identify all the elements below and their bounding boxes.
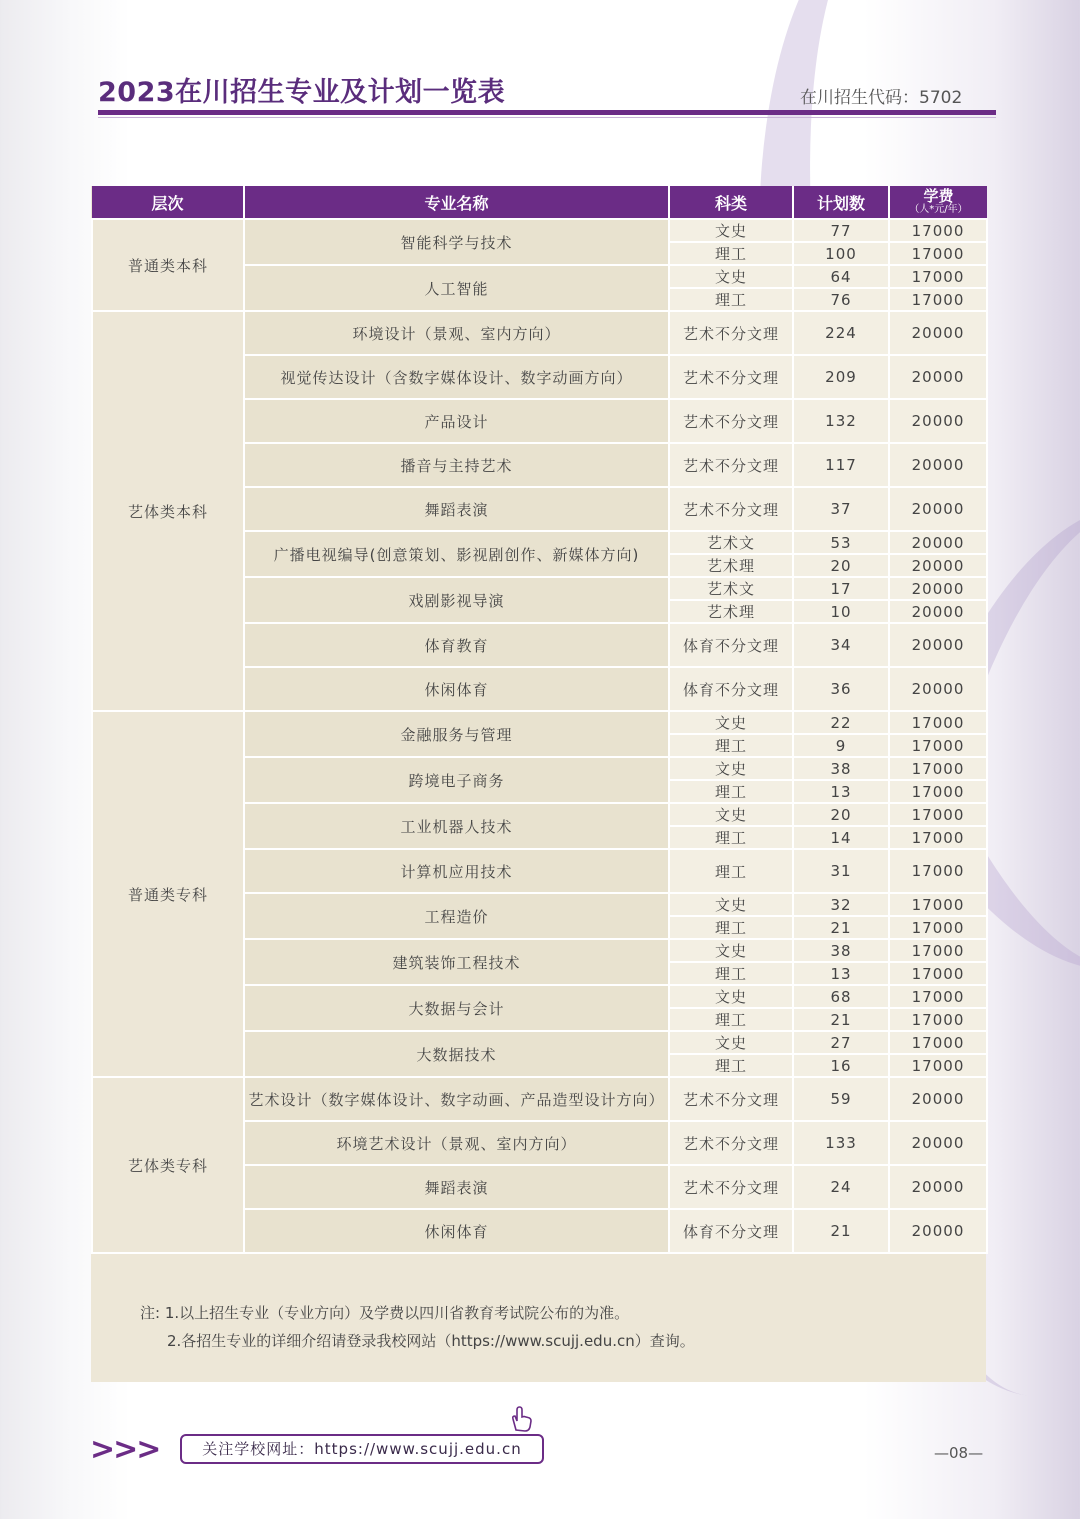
plan-count-cell: 68 xyxy=(793,985,889,1008)
column-header-major: 专业名称 xyxy=(244,186,669,219)
category-cell: 理工 xyxy=(669,916,793,939)
category-cell: 艺术不分文理 xyxy=(669,311,793,355)
major-name-cell: 环境设计（景观、室内方向） xyxy=(244,311,669,355)
category-cell: 理工 xyxy=(669,734,793,757)
category-cell: 文史 xyxy=(669,757,793,780)
plan-count-cell: 20 xyxy=(793,803,889,826)
major-name-cell: 建筑装饰工程技术 xyxy=(244,939,669,985)
notes xyxy=(140,1299,695,1355)
category-cell: 体育不分文理 xyxy=(669,667,793,711)
fee-cell: 17000 xyxy=(889,849,987,893)
fee-cell: 20000 xyxy=(889,531,987,554)
category-cell: 艺术文 xyxy=(669,531,793,554)
category-cell: 理工 xyxy=(669,1054,793,1077)
pointing-hand-icon xyxy=(507,1404,537,1434)
category-cell: 艺术文 xyxy=(669,577,793,600)
plan-count-cell: 13 xyxy=(793,780,889,803)
fee-cell: 17000 xyxy=(889,242,987,265)
major-name-cell: 跨境电子商务 xyxy=(244,757,669,803)
fee-cell: 20000 xyxy=(889,1165,987,1209)
fee-cell: 20000 xyxy=(889,600,987,623)
plan-count-cell: 10 xyxy=(793,600,889,623)
plan-count-cell: 27 xyxy=(793,1031,889,1054)
major-name-cell: 计算机应用技术 xyxy=(244,849,669,893)
plan-count-cell: 20 xyxy=(793,554,889,577)
fee-cell: 20000 xyxy=(889,311,987,355)
category-cell: 理工 xyxy=(669,242,793,265)
fee-cell: 20000 xyxy=(889,443,987,487)
fee-header-unit: （人*元/年） xyxy=(909,203,968,215)
level-cell: 普通类专科 xyxy=(92,711,244,1077)
plan-count-cell: 100 xyxy=(793,242,889,265)
plan-count-cell: 224 xyxy=(793,311,889,355)
fee-cell: 17000 xyxy=(889,757,987,780)
category-cell: 艺术理 xyxy=(669,600,793,623)
enrollment-plan-table xyxy=(91,186,988,1254)
fee-cell: 17000 xyxy=(889,780,987,803)
major-name-cell: 大数据与会计 xyxy=(244,985,669,1031)
category-cell: 文史 xyxy=(669,939,793,962)
category-cell: 艺术理 xyxy=(669,554,793,577)
plan-count-cell: 14 xyxy=(793,826,889,849)
major-name-cell: 体育教育 xyxy=(244,623,669,667)
category-cell: 文史 xyxy=(669,893,793,916)
table-body xyxy=(92,219,987,1253)
category-cell: 艺术不分文理 xyxy=(669,1121,793,1165)
fee-cell: 20000 xyxy=(889,554,987,577)
fee-cell: 20000 xyxy=(889,1209,987,1253)
fee-cell: 20000 xyxy=(889,577,987,600)
fee-cell: 20000 xyxy=(889,399,987,443)
major-name-cell: 产品设计 xyxy=(244,399,669,443)
level-cell: 艺体类本科 xyxy=(92,311,244,711)
major-name-cell: 播音与主持艺术 xyxy=(244,443,669,487)
plan-count-cell: 24 xyxy=(793,1165,889,1209)
note-1: 注: 1.以上招生专业（专业方向）及学费以四川省教育考试院公布的为准。 xyxy=(140,1304,630,1322)
category-cell: 理工 xyxy=(669,849,793,893)
major-name-cell: 工业机器人技术 xyxy=(244,803,669,849)
fee-header-label: 学费 xyxy=(923,186,954,205)
major-name-cell: 人工智能 xyxy=(244,265,669,311)
major-name-cell: 休闲体育 xyxy=(244,1209,669,1253)
table-row xyxy=(92,1077,987,1121)
category-cell: 文史 xyxy=(669,711,793,734)
fee-cell: 17000 xyxy=(889,803,987,826)
major-name-cell: 视觉传达设计（含数字媒体设计、数字动画方向） xyxy=(244,355,669,399)
major-name-cell: 工程造价 xyxy=(244,893,669,939)
category-cell: 文史 xyxy=(669,265,793,288)
category-cell: 体育不分文理 xyxy=(669,623,793,667)
plan-count-cell: 36 xyxy=(793,667,889,711)
category-cell: 艺术不分文理 xyxy=(669,487,793,531)
category-cell: 文史 xyxy=(669,219,793,242)
plan-count-cell: 37 xyxy=(793,487,889,531)
table-row xyxy=(92,311,987,355)
category-cell: 理工 xyxy=(669,780,793,803)
plan-count-cell: 21 xyxy=(793,1008,889,1031)
category-cell: 艺术不分文理 xyxy=(669,399,793,443)
fee-cell: 17000 xyxy=(889,916,987,939)
major-name-cell: 大数据技术 xyxy=(244,1031,669,1077)
page-number: —08— xyxy=(934,1444,984,1462)
fee-cell: 17000 xyxy=(889,893,987,916)
fee-cell: 17000 xyxy=(889,985,987,1008)
major-name-cell: 智能科学与技术 xyxy=(244,219,669,265)
fee-cell: 20000 xyxy=(889,667,987,711)
table-row xyxy=(92,219,987,242)
fee-cell: 17000 xyxy=(889,939,987,962)
plan-count-cell: 117 xyxy=(793,443,889,487)
major-name-cell: 戏剧影视导演 xyxy=(244,577,669,623)
fee-cell: 17000 xyxy=(889,1008,987,1031)
category-cell: 艺术不分文理 xyxy=(669,443,793,487)
major-name-cell: 环境艺术设计（景观、室内方向） xyxy=(244,1121,669,1165)
fee-cell: 20000 xyxy=(889,355,987,399)
plan-count-cell: 209 xyxy=(793,355,889,399)
category-cell: 文史 xyxy=(669,1031,793,1054)
plan-count-cell: 53 xyxy=(793,531,889,554)
arrow-decoration: >>> xyxy=(90,1432,160,1467)
fee-cell: 17000 xyxy=(889,962,987,985)
category-cell: 文史 xyxy=(669,985,793,1008)
category-cell: 理工 xyxy=(669,1008,793,1031)
plan-count-cell: 59 xyxy=(793,1077,889,1121)
table-row xyxy=(92,711,987,734)
plan-count-cell: 64 xyxy=(793,265,889,288)
plan-count-cell: 77 xyxy=(793,219,889,242)
major-name-cell: 广播电视编导(创意策划、影视剧创作、新媒体方向) xyxy=(244,531,669,577)
plan-count-cell: 13 xyxy=(793,962,889,985)
column-header-level: 层次 xyxy=(92,186,244,219)
category-cell: 理工 xyxy=(669,288,793,311)
plan-count-cell: 132 xyxy=(793,399,889,443)
level-cell: 普通类本科 xyxy=(92,219,244,311)
category-cell: 艺术不分文理 xyxy=(669,1077,793,1121)
note-2: 2.各招生专业的详细介绍请登录我校网站（https://www.scujj.edu.cn）查询。 xyxy=(167,1332,695,1350)
plan-count-cell: 38 xyxy=(793,939,889,962)
website-link[interactable]: 关注学校网址：https://www.scujj.edu.cn xyxy=(180,1434,544,1464)
fee-cell: 17000 xyxy=(889,1031,987,1054)
category-cell: 艺术不分文理 xyxy=(669,355,793,399)
major-name-cell: 舞蹈表演 xyxy=(244,1165,669,1209)
fee-cell: 20000 xyxy=(889,487,987,531)
major-name-cell: 金融服务与管理 xyxy=(244,711,669,757)
fee-cell: 17000 xyxy=(889,219,987,242)
major-name-cell: 休闲体育 xyxy=(244,667,669,711)
level-cell: 艺体类专科 xyxy=(92,1077,244,1253)
category-cell: 体育不分文理 xyxy=(669,1209,793,1253)
category-cell: 理工 xyxy=(669,962,793,985)
title-divider-thin xyxy=(98,117,996,118)
category-cell: 艺术不分文理 xyxy=(669,1165,793,1209)
plan-count-cell: 9 xyxy=(793,734,889,757)
major-name-cell: 艺术设计（数字媒体设计、数字动画、产品造型设计方向） xyxy=(244,1077,669,1121)
fee-cell: 17000 xyxy=(889,711,987,734)
fee-cell: 20000 xyxy=(889,1121,987,1165)
plan-count-cell: 38 xyxy=(793,757,889,780)
plan-count-cell: 31 xyxy=(793,849,889,893)
plan-count-cell: 17 xyxy=(793,577,889,600)
column-header-category: 科类 xyxy=(669,186,793,219)
category-cell: 文史 xyxy=(669,803,793,826)
plan-count-cell: 21 xyxy=(793,1209,889,1253)
fee-cell: 17000 xyxy=(889,734,987,757)
fee-cell: 20000 xyxy=(889,623,987,667)
major-name-cell: 舞蹈表演 xyxy=(244,487,669,531)
column-header-fee xyxy=(889,186,987,219)
column-header-plan: 计划数 xyxy=(793,186,889,219)
title-divider xyxy=(98,110,996,115)
plan-count-cell: 34 xyxy=(793,623,889,667)
fee-cell: 17000 xyxy=(889,265,987,288)
plan-count-cell: 76 xyxy=(793,288,889,311)
plan-count-cell: 21 xyxy=(793,916,889,939)
plan-count-cell: 16 xyxy=(793,1054,889,1077)
plan-count-cell: 133 xyxy=(793,1121,889,1165)
fee-cell: 17000 xyxy=(889,826,987,849)
enrollment-code: 在川招生代码：5702 xyxy=(800,88,963,108)
page-title: 2023在川招生专业及计划一览表 xyxy=(98,77,506,108)
fee-cell: 17000 xyxy=(889,1054,987,1077)
fee-cell: 20000 xyxy=(889,1077,987,1121)
category-cell: 理工 xyxy=(669,826,793,849)
plan-count-cell: 32 xyxy=(793,893,889,916)
table-header-row xyxy=(92,186,987,219)
plan-count-cell: 22 xyxy=(793,711,889,734)
fee-cell: 17000 xyxy=(889,288,987,311)
